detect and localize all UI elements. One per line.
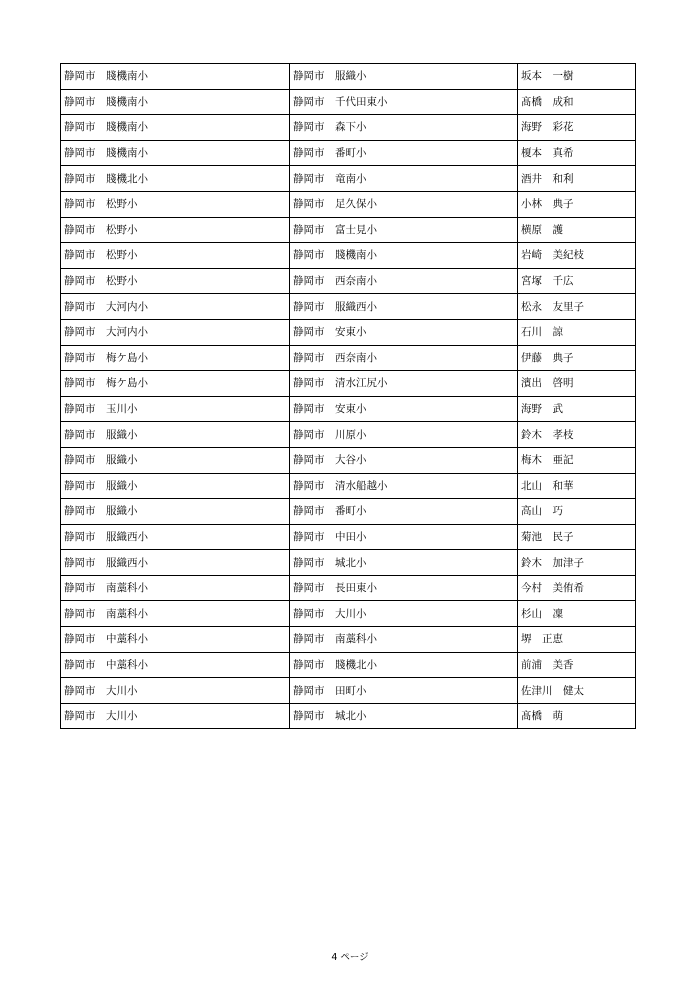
origin-school-cell: 静岡市 中藁科小 [61, 652, 290, 678]
person-name-cell: 伊藤 典子 [518, 345, 636, 371]
person-name-cell: 前浦 美香 [518, 652, 636, 678]
origin-school-cell: 静岡市 服織西小 [61, 550, 290, 576]
table-row [61, 64, 636, 90]
destination-school-cell: 静岡市 中田小 [290, 524, 518, 550]
destination-school-cell: 静岡市 賤機北小 [290, 652, 518, 678]
origin-school-cell: 静岡市 大河内小 [61, 294, 290, 320]
table-row [61, 652, 636, 678]
destination-school-cell: 静岡市 川原小 [290, 422, 518, 448]
destination-school-cell: 静岡市 南藁科小 [290, 627, 518, 653]
table-row [61, 703, 636, 729]
page-number: 4 ページ [331, 952, 369, 963]
personnel-table [60, 63, 636, 729]
person-name-cell: 髙橋 萌 [518, 703, 636, 729]
person-name-cell: 松永 友里子 [518, 294, 636, 320]
origin-school-cell: 静岡市 松野小 [61, 243, 290, 269]
person-name-cell: 梅木 亜記 [518, 447, 636, 473]
destination-school-cell: 静岡市 千代田東小 [290, 89, 518, 115]
destination-school-cell: 静岡市 番町小 [290, 499, 518, 525]
destination-school-cell: 静岡市 西奈南小 [290, 268, 518, 294]
person-name-cell: 北山 和華 [518, 473, 636, 499]
person-name-cell: 海野 武 [518, 396, 636, 422]
table-row [61, 473, 636, 499]
person-name-cell: 堺 正恵 [518, 627, 636, 653]
destination-school-cell: 静岡市 城北小 [290, 703, 518, 729]
destination-school-cell: 静岡市 清水船越小 [290, 473, 518, 499]
origin-school-cell: 静岡市 松野小 [61, 268, 290, 294]
origin-school-cell: 静岡市 服織小 [61, 447, 290, 473]
person-name-cell: 小林 典子 [518, 191, 636, 217]
table-row [61, 422, 636, 448]
destination-school-cell: 静岡市 富士見小 [290, 217, 518, 243]
destination-school-cell: 静岡市 城北小 [290, 550, 518, 576]
table-row [61, 524, 636, 550]
destination-school-cell: 静岡市 服織西小 [290, 294, 518, 320]
destination-school-cell: 静岡市 安東小 [290, 319, 518, 345]
destination-school-cell: 静岡市 安東小 [290, 396, 518, 422]
table-row [61, 115, 636, 141]
destination-school-cell: 静岡市 竜南小 [290, 166, 518, 192]
person-name-cell: 今村 美侑希 [518, 575, 636, 601]
person-name-cell: 濱出 啓明 [518, 371, 636, 397]
origin-school-cell: 静岡市 大川小 [61, 678, 290, 704]
table-row [61, 627, 636, 653]
person-name-cell: 菊池 民子 [518, 524, 636, 550]
origin-school-cell: 静岡市 大川小 [61, 703, 290, 729]
person-name-cell: 石川 諒 [518, 319, 636, 345]
destination-school-cell: 静岡市 足久保小 [290, 191, 518, 217]
origin-school-cell: 静岡市 服織小 [61, 473, 290, 499]
origin-school-cell: 静岡市 賤機北小 [61, 166, 290, 192]
person-name-cell: 坂本 一樹 [518, 64, 636, 90]
table-row [61, 140, 636, 166]
destination-school-cell: 静岡市 服織小 [290, 64, 518, 90]
table-row [61, 89, 636, 115]
destination-school-cell: 静岡市 大谷小 [290, 447, 518, 473]
person-name-cell: 髙橋 成和 [518, 89, 636, 115]
person-name-cell: 鈴木 孝枝 [518, 422, 636, 448]
origin-school-cell: 静岡市 大河内小 [61, 319, 290, 345]
destination-school-cell: 静岡市 長田東小 [290, 575, 518, 601]
table-row [61, 268, 636, 294]
table-row [61, 550, 636, 576]
origin-school-cell: 静岡市 賤機南小 [61, 115, 290, 141]
origin-school-cell: 静岡市 賤機南小 [61, 89, 290, 115]
person-name-cell: 酒井 和利 [518, 166, 636, 192]
person-name-cell: 横原 護 [518, 217, 636, 243]
table-row [61, 191, 636, 217]
person-name-cell: 宮塚 千広 [518, 268, 636, 294]
table-row [61, 601, 636, 627]
person-name-cell: 鈴木 加津子 [518, 550, 636, 576]
origin-school-cell: 静岡市 梅ケ島小 [61, 371, 290, 397]
table-row [61, 678, 636, 704]
destination-school-cell: 静岡市 清水江尻小 [290, 371, 518, 397]
table-row [61, 575, 636, 601]
origin-school-cell: 静岡市 南藁科小 [61, 575, 290, 601]
destination-school-cell: 静岡市 田町小 [290, 678, 518, 704]
person-name-cell: 海野 彩花 [518, 115, 636, 141]
table-row [61, 294, 636, 320]
origin-school-cell: 静岡市 中藁科小 [61, 627, 290, 653]
origin-school-cell: 静岡市 賤機南小 [61, 64, 290, 90]
personnel-table-body [61, 64, 636, 729]
destination-school-cell: 静岡市 賤機南小 [290, 243, 518, 269]
origin-school-cell: 静岡市 梅ケ島小 [61, 345, 290, 371]
origin-school-cell: 静岡市 服織小 [61, 499, 290, 525]
person-name-cell: 榎本 真希 [518, 140, 636, 166]
origin-school-cell: 静岡市 松野小 [61, 217, 290, 243]
destination-school-cell: 静岡市 番町小 [290, 140, 518, 166]
person-name-cell: 高山 巧 [518, 499, 636, 525]
destination-school-cell: 静岡市 森下小 [290, 115, 518, 141]
person-name-cell: 杉山 凜 [518, 601, 636, 627]
table-row [61, 319, 636, 345]
origin-school-cell: 静岡市 松野小 [61, 191, 290, 217]
destination-school-cell: 静岡市 大川小 [290, 601, 518, 627]
origin-school-cell: 静岡市 南藁科小 [61, 601, 290, 627]
origin-school-cell: 静岡市 服織小 [61, 422, 290, 448]
table-row [61, 166, 636, 192]
person-name-cell: 佐津川 健太 [518, 678, 636, 704]
origin-school-cell: 静岡市 服織西小 [61, 524, 290, 550]
table-row [61, 345, 636, 371]
destination-school-cell: 静岡市 西奈南小 [290, 345, 518, 371]
table-row [61, 447, 636, 473]
origin-school-cell: 静岡市 賤機南小 [61, 140, 290, 166]
table-row [61, 243, 636, 269]
table-row [61, 396, 636, 422]
origin-school-cell: 静岡市 玉川小 [61, 396, 290, 422]
table-row [61, 371, 636, 397]
table-row [61, 499, 636, 525]
person-name-cell: 岩崎 美紀枝 [518, 243, 636, 269]
table-row [61, 217, 636, 243]
